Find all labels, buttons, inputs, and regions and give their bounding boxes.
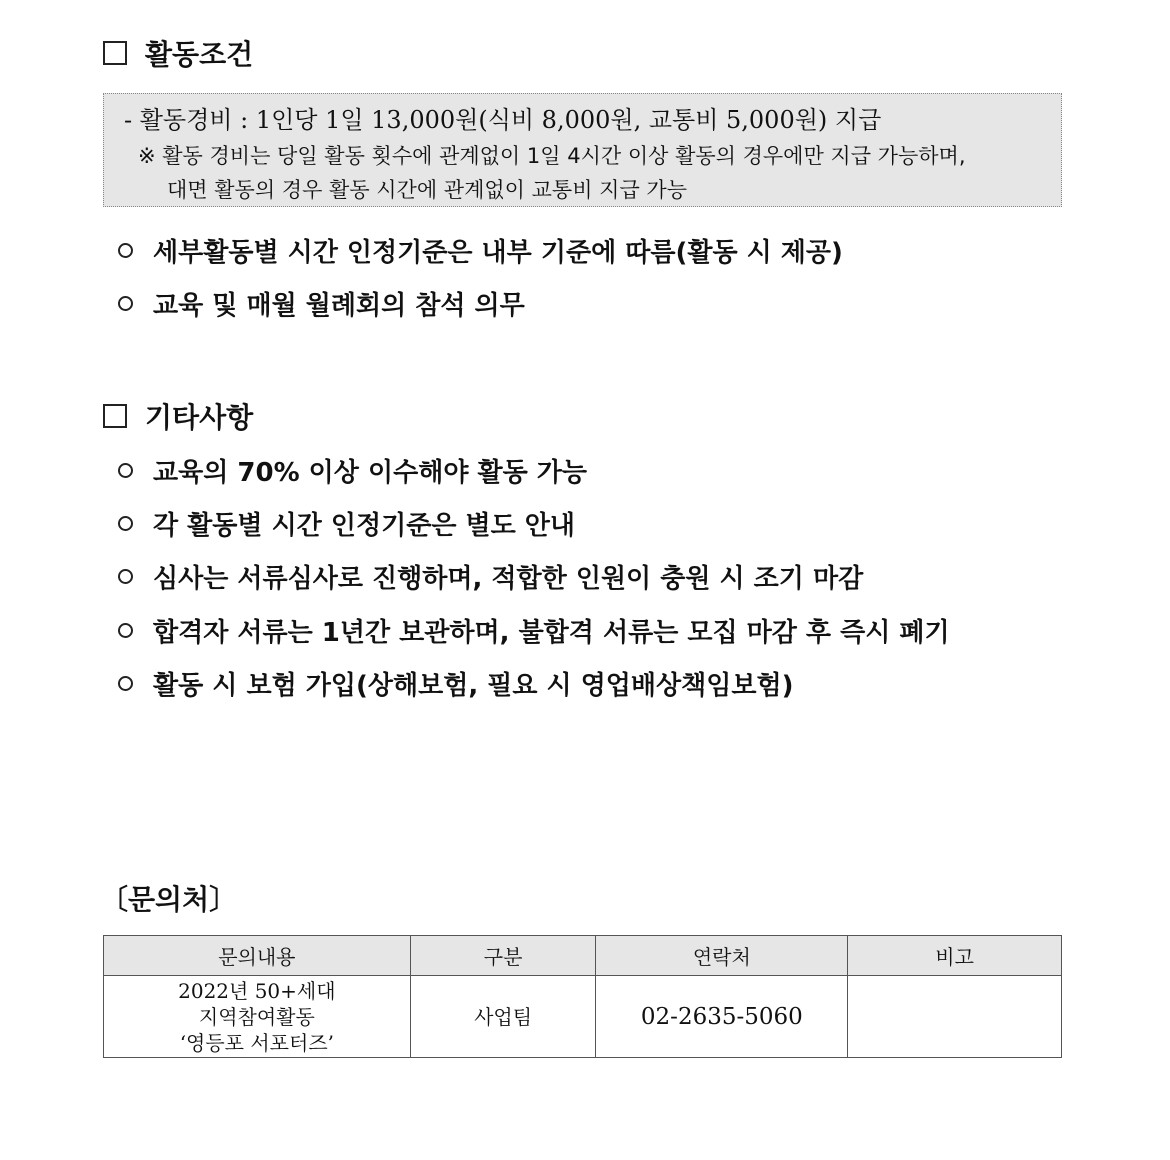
list-item xyxy=(118,558,863,595)
expense-note-line: ※ 활동 경비는 당일 활동 횟수에 관계없이 1일 4시간 이상 활동의 경우에만 지급 가능하며, xyxy=(138,144,966,168)
section-title: 활동조건 xyxy=(145,38,254,71)
list-item-text: 활동 시 보험 가입(상해보험, 필요 시 영업배상책임보험) xyxy=(153,671,794,701)
list-item-text: 교육의 70% 이상 이수해야 활동 가능 xyxy=(153,458,587,488)
inquiry-line: ‘영등포 서포터즈’ xyxy=(179,1030,334,1055)
inquiry-cell xyxy=(104,976,411,1058)
list-item xyxy=(118,505,575,542)
circle-bullet-icon xyxy=(118,676,133,691)
contact-table xyxy=(103,935,1062,1058)
list-item xyxy=(118,452,587,489)
phone-cell: 02-2635-5060 xyxy=(596,976,848,1058)
list-item-text: 교육 및 매월 월례회의 참석 의무 xyxy=(153,291,525,321)
expense-note-box xyxy=(103,93,1062,207)
list-item-text: 심사는 서류심사로 진행하며, 적합한 인원이 충원 시 조기 마감 xyxy=(153,564,864,594)
circle-bullet-icon xyxy=(118,516,133,531)
expense-line: - 활동경비 : 1인당 1일 13,000원(식비 8,000원, 교통비 5,000원) 지급 xyxy=(124,106,882,134)
expense-note-line: 대면 활동의 경우 활동 시간에 관계없이 교통비 지급 가능 xyxy=(167,178,687,202)
list-item-text: 각 활동별 시간 인정기준은 별도 안내 xyxy=(153,511,575,541)
section-heading-activity-conditions xyxy=(103,33,253,73)
list-item xyxy=(118,285,525,322)
division-cell: 사업팀 xyxy=(410,976,596,1058)
column-header: 연락처 xyxy=(596,936,848,976)
column-header: 문의내용 xyxy=(104,936,411,976)
list-item-text: 합격자 서류는 1년간 보관하며, 불합격 서류는 모집 마감 후 즉시 폐기 xyxy=(153,618,950,648)
square-bullet-icon xyxy=(103,404,127,428)
column-header: 구분 xyxy=(410,936,596,976)
contact-heading: 〔문의처〕 xyxy=(100,883,238,916)
list-item xyxy=(118,665,794,702)
remarks-cell xyxy=(848,976,1062,1058)
square-bullet-icon xyxy=(103,41,127,65)
circle-bullet-icon xyxy=(118,463,133,478)
list-item-text: 세부활동별 시간 인정기준은 내부 기준에 따름(활동 시 제공) xyxy=(153,238,843,268)
section-heading-other-notes xyxy=(103,396,253,436)
circle-bullet-icon xyxy=(118,623,133,638)
circle-bullet-icon xyxy=(118,569,133,584)
list-item xyxy=(118,612,950,649)
list-item xyxy=(118,232,843,269)
circle-bullet-icon xyxy=(118,296,133,311)
table-header-row xyxy=(104,936,1062,976)
section-title: 기타사항 xyxy=(145,401,254,434)
circle-bullet-icon xyxy=(118,243,133,258)
inquiry-line: 2022년 50+세대 xyxy=(178,978,336,1003)
inquiry-line: 지역참여활동 xyxy=(198,1004,315,1029)
table-row xyxy=(104,976,1062,1058)
column-header: 비고 xyxy=(848,936,1062,976)
